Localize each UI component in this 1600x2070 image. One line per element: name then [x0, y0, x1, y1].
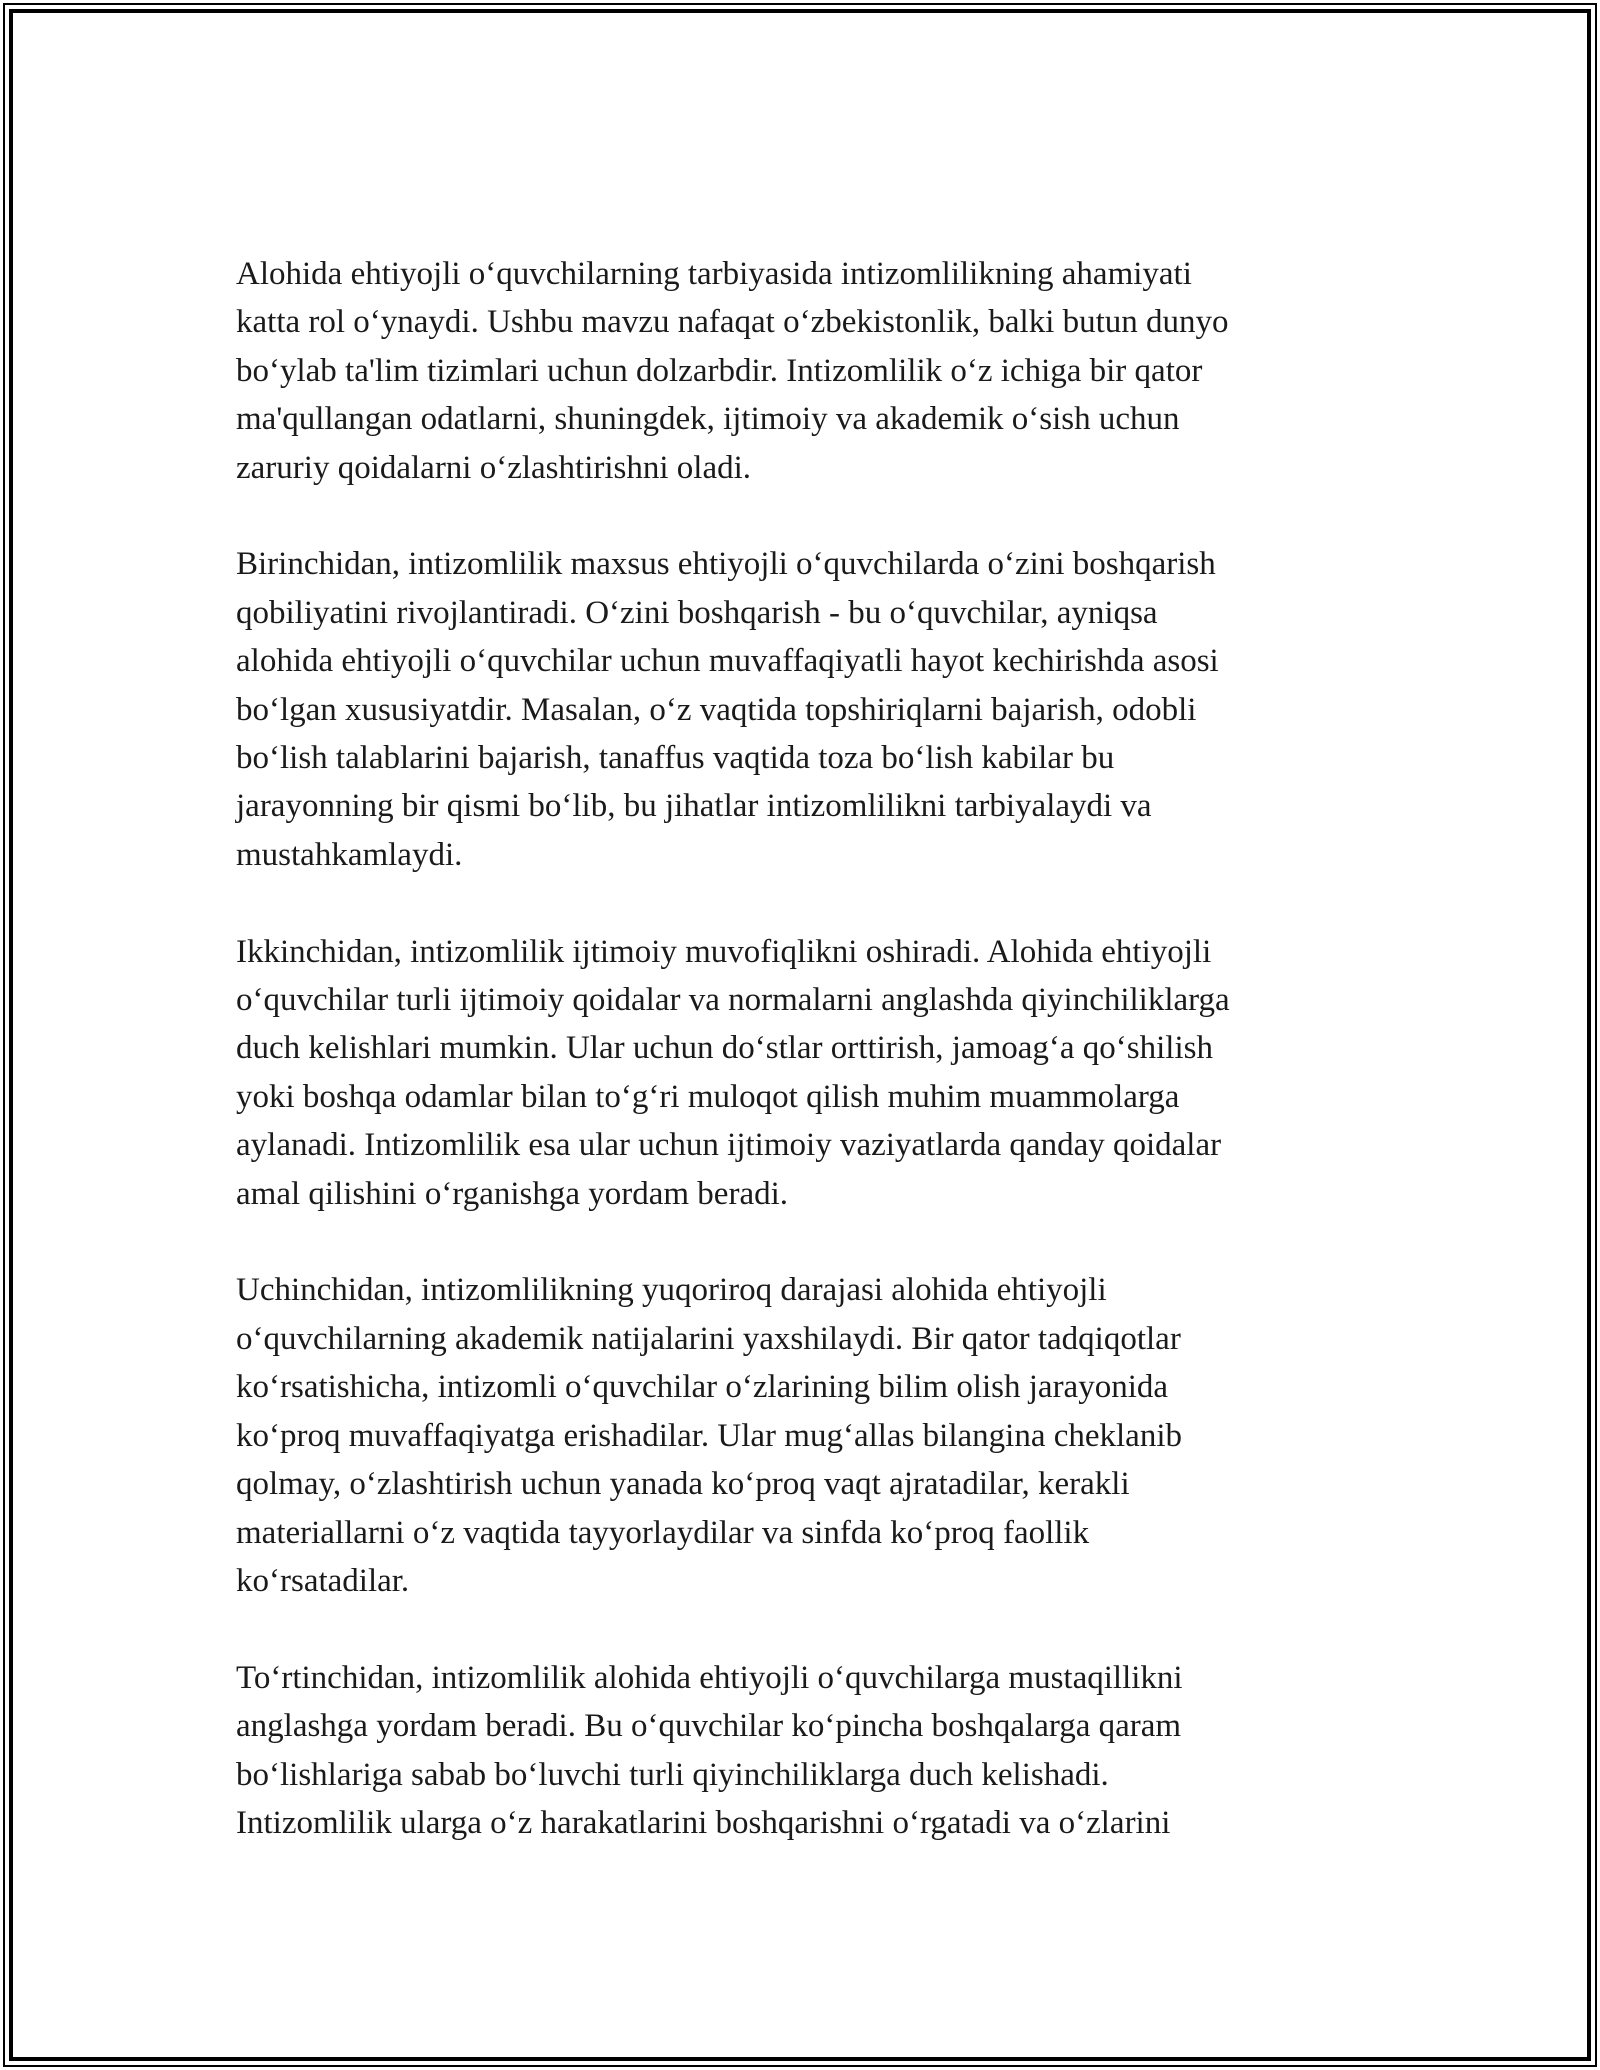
text-line: qobiliyatini rivojlantiradi. O‘zini boshqarish - bu o‘quvchilar, ayniqsa	[236, 594, 1158, 631]
paragraph-4	[236, 1266, 1376, 1605]
text-line: o‘quvchilarning akademik natijalarini yaxshilaydi. Bir qator tadqiqotlar	[236, 1320, 1181, 1357]
text-line: ko‘proq muvaffaqiyatga erishadilar. Ular mug‘allas bilangina cheklanib	[236, 1417, 1182, 1454]
paragraph-2	[236, 540, 1376, 879]
text-line: amal qilishini o‘rganishga yordam beradi.	[236, 1175, 789, 1212]
text-line: o‘quvchilar turli ijtimoiy qoidalar va normalarni anglashda qiyinchiliklarga	[236, 982, 1230, 1019]
document-body	[236, 250, 1376, 1896]
text-line: Alohida ehtiyojli o‘quvchilarning tarbiyasida intizomlilikning ahamiyati	[236, 256, 1192, 292]
text-line: Birinchidan, intizomlilik maxsus ehtiyojli o‘quvchilarda o‘zini boshqarish	[236, 546, 1216, 583]
text-line: bo‘ylab ta'lim tizimlari uchun dolzarbdir. Intizomlilik o‘z ichiga bir qator	[236, 352, 1203, 389]
text-line: jarayonning bir qismi bo‘lib, bu jihatlar intizomlilikni tarbiyalaydi va	[236, 788, 1152, 825]
text-line: katta rol o‘ynaydi. Ushbu mavzu nafaqat o‘zbekistonlik, balki butun dunyo	[236, 304, 1229, 341]
text-line: alohida ehtiyojli o‘quvchilar uchun muvaffaqiyatli hayot kechirishda asosi	[236, 643, 1219, 680]
text-line: Ikkinchidan, intizomlilik ijtimoiy muvofiqlikni oshiradi. Alohida ehtiyojli	[236, 933, 1212, 970]
text-line: aylanadi. Intizomlilik esa ular uchun ijtimoiy vaziyatlarda qanday qoidalar	[236, 1127, 1222, 1164]
text-line: ko‘rsatadilar.	[236, 1562, 410, 1599]
paragraph-3	[236, 928, 1376, 1218]
text-line: duch kelishlari mumkin. Ular uchun do‘stlar orttirish, jamoag‘a qo‘shilish	[236, 1030, 1213, 1067]
text-line: bo‘lish talablarini bajarish, tanaffus vaqtida toza bo‘lish kabilar bu	[236, 740, 1115, 777]
text-line: ko‘rsatishicha, intizomli o‘quvchilar o‘zlarining bilim olish jarayonida	[236, 1369, 1169, 1406]
text-line: materiallarni o‘z vaqtida tayyorlaydilar va sinfda ko‘proq faollik	[236, 1514, 1090, 1551]
text-line: bo‘lishlariga sabab bo‘luvchi turli qiyinchiliklarga duch kelishadi.	[236, 1756, 1109, 1793]
text-line: ma'qullangan odatlarni, shuningdek, ijtimoiy va akademik o‘sish uchun	[236, 401, 1180, 438]
text-line: qolmay, o‘zlashtirish uchun yanada ko‘proq vaqt ajratadilar, kerakli	[236, 1466, 1130, 1503]
text-line: zaruriy qoidalarni o‘zlashtirishni oladi.	[236, 449, 752, 486]
text-line: To‘rtinchidan, intizomlilik alohida ehtiyojli o‘quvchilarga mustaqillikni	[236, 1659, 1183, 1696]
text-line: bo‘lgan xususiyatdir. Masalan, o‘z vaqtida topshiriqlarni bajarish, odobli	[236, 691, 1197, 728]
text-line: mustahkamlaydi.	[236, 836, 463, 873]
text-line: Uchinchidan, intizomlilikning yuqoriroq darajasi alohida ehtiyojli	[236, 1272, 1107, 1309]
text-line: yoki boshqa odamlar bilan to‘g‘ri muloqot qilish muhim muammolarga	[236, 1078, 1180, 1115]
paragraph-1	[236, 250, 1376, 492]
text-line: anglashga yordam beradi. Bu o‘quvchilar ko‘pincha boshqalarga qaram	[236, 1708, 1182, 1745]
text-line: Intizomlilik ularga o‘z harakatlarini boshqarishni o‘rgatadi va o‘zlarini	[236, 1804, 1171, 1841]
paragraph-5	[236, 1654, 1376, 1848]
